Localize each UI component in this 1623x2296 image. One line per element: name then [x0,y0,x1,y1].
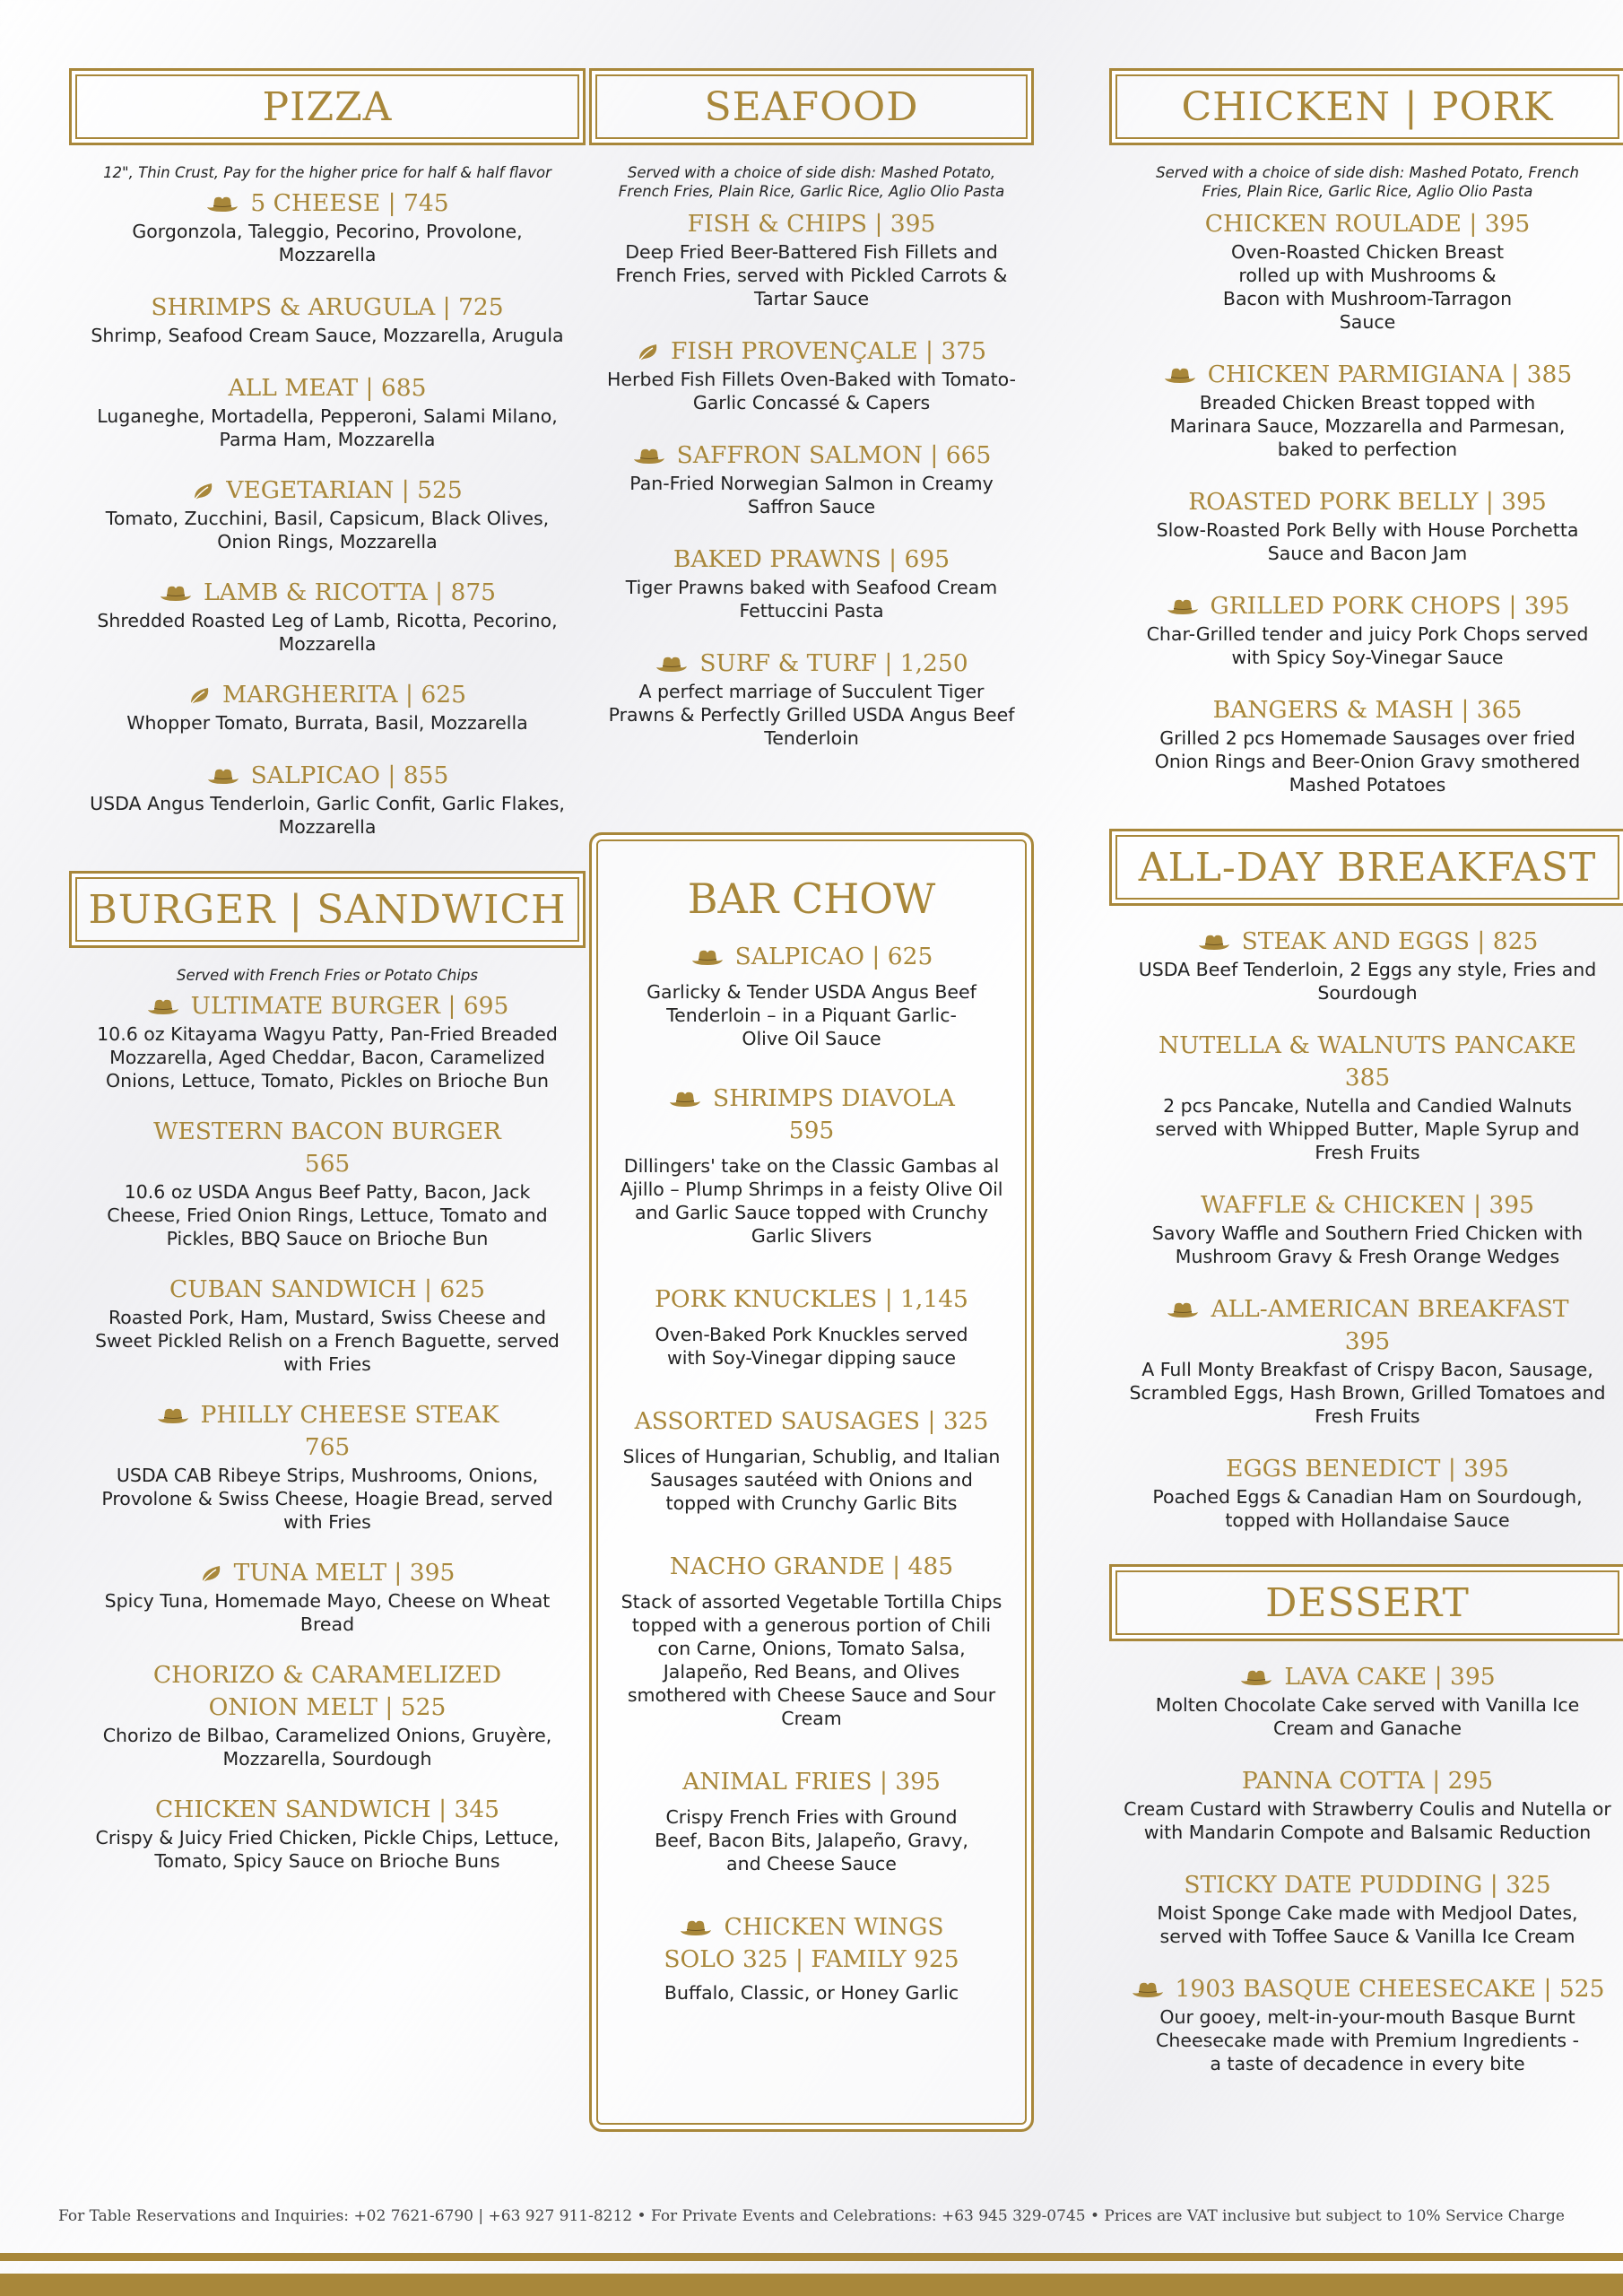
item-description: Herbed Fish Fillets Oven-Baked with Tomato-Garlic Concassé & Capers [607,369,1016,413]
item-description: A Full Monty Breakfast of Crispy Bacon, Sausage, Scrambled Eggs, Hash Brown, Grilled Tomatoes and Fresh Fruits [1129,1359,1606,1427]
fedora-hat-icon [679,1918,713,1938]
item-description: Breaded Chicken Breast topped with Marinara Sauce, Mozzarella and Parmesan, baked to perfection [1169,392,1566,460]
item-name: NUTELLA & WALNUTS PANCAKE [1158,1031,1576,1059]
pizza-note: 12", Thin Crust, Pay for the higher price for half & half flavor [103,164,551,181]
menu-item [1109,1973,1623,2075]
menu-item [69,1557,586,1636]
menu-item [589,648,1034,750]
item-name: PHILLY CHEESE STEAK [200,1401,499,1429]
section-title-bar-chow: BAR CHOW [687,874,936,923]
item-description: Stack of assorted Vegetable Tortilla Chips topped with a generous portion of Chili con Carne, Onions, Tomato Salsa, Jalapeño, Red Beans, and Olives smothered with Cheese Sauce and Sour Cream [621,1591,1002,1729]
item-description: Oven-Roasted Chicken Breast rolled up with Mushrooms & Bacon with Mushroom-Tarragon Sauce [1222,241,1513,333]
fedora-hat-icon [156,1406,190,1426]
fedora-hat-icon [1166,1300,1200,1320]
item-description: Shrimp, Seafood Cream Sauce, Mozzarella, Arugula [91,325,564,346]
item-name: WESTERN BACON BURGER [153,1118,501,1145]
item-description: Molten Chocolate Cake served with Vanilla Ice Cream and Ganache [1155,1694,1580,1739]
item-description: USDA Angus Tenderloin, Garlic Confit, Garlic Flakes, Mozzarella [90,793,565,838]
section-title-pizza: PIZZA [69,68,586,145]
menu-item [69,760,586,839]
footer-band [0,2274,1623,2296]
item-description: Char-Grilled tender and juicy Pork Chops served with Spicy Soy-Vinegar Sauce [1146,623,1589,668]
item-name: CHICKEN WINGS [724,1913,944,1941]
vegetarian-leaf-icon [192,482,215,501]
vegetarian-leaf-icon [200,1564,223,1584]
item-name: NACHO GRANDE | 485 [669,1552,954,1580]
footer-divider [0,2253,1623,2261]
item-description: Our gooey, melt-in-your-mouth Basque Burnt Cheesecake made with Premium Ingredients - a taste of decadence in every bite [1156,2006,1579,2074]
item-name: VEGETARIAN | 525 [226,476,463,504]
section-title-chicken-pork: CHICKEN | PORK [1109,68,1623,145]
menu-item [69,1116,586,1250]
item-description: Slices of Hungarian, Schublig, and Italian Sausages sautéed with Onions and topped with Crunchy Garlic Bits [622,1446,1001,1514]
item-name: BANGERS & MASH | 365 [1212,696,1523,724]
item-name: SHRIMPS & ARUGULA | 725 [151,293,504,321]
item-description: Dillingers' take on the Classic Gambas al Ajillo – Plump Shrimps in a feisty Olive Oil and Garlic Sauce topped with Crunchy Garlic Slivers [620,1155,1003,1247]
item-description: Whopper Tomato, Burrata, Basil, Mozzarella [126,712,528,734]
menu-item [592,941,1031,1050]
menu-item [592,1283,1031,1370]
item-name: SAFFRON SALMON | 665 [676,441,992,469]
fedora-hat-icon [632,447,666,466]
menu-item [1109,486,1623,565]
fedora-hat-icon [1197,933,1231,952]
item-description: Chorizo de Bilbao, Caramelized Onions, Gruyère, Mozzarella, Sourdough [102,1725,552,1770]
item-name: ALL MEAT | 685 [228,374,427,402]
vegetarian-leaf-icon [637,343,660,362]
item-name: WAFFLE & CHICKEN | 395 [1200,1191,1535,1219]
menu-item [69,1274,586,1376]
section-title-burger: BURGER | SANDWICH [69,871,586,948]
item-description: Garlicky & Tender USDA Angus Beef Tenderloin – in a Piquant Garlic-Olive Oil Sauce [647,981,976,1049]
item-name: 1903 BASQUE CHEESECAKE | 525 [1175,1975,1605,2003]
item-name: LAVA CAKE | 395 [1284,1663,1496,1691]
menu-item [1109,1661,1623,1740]
item-name: TUNA MELT | 395 [233,1559,456,1587]
menu-item [69,990,586,1092]
menu-item [69,1794,586,1873]
fedora-hat-icon [1239,1668,1273,1688]
menu-item [1109,926,1623,1004]
item-description: A perfect marriage of Succulent Tiger Prawns & Perfectly Grilled USDA Angus Beef Tenderloin [608,681,1015,749]
section-title-seafood: SEAFOOD [589,68,1034,145]
item-name: MARGHERITA | 625 [222,681,466,709]
item-description: USDA CAB Ribeye Strips, Mushrooms, Onions, Provolone & Swiss Cheese, Hoagie Bread, served with Fries [101,1465,553,1533]
item-name: FISH PROVENÇALE | 375 [671,337,986,365]
item-name: CHORIZO & CARAMELIZED [152,1661,502,1689]
menu-item [1109,1293,1623,1428]
menu-item [69,291,586,347]
menu-item [69,372,586,451]
menu-item [1109,1453,1623,1532]
item-description: 10.6 oz USDA Angus Beef Patty, Bacon, Jack Cheese, Fried Onion Rings, Lettuce, Tomato and Pickles, BBQ Sauce on Brioche Bun [107,1181,548,1249]
item-description: Shredded Roasted Leg of Lamb, Ricotta, Pecorino, Mozzarella [97,610,558,655]
fedora-hat-icon [1163,366,1197,386]
chicken-note: Served with a choice of side dish: Mashed Potato, French Fries, Plain Rice, Garlic Rice, Aglio Olio Pasta [1156,164,1579,200]
section-title-dessert: DESSERT [1109,1564,1623,1641]
menu-item [1109,1030,1623,1164]
column-right [1109,68,1623,2075]
section-title-breakfast: ALL-DAY BREAKFAST [1109,829,1623,906]
item-description: Pan-Fried Norwegian Salmon in Creamy Saffron Sauce [629,473,994,517]
menu-item [69,187,586,266]
item-description: Cream Custard with Strawberry Coulis and Nutella or with Mandarin Compote and Balsamic Reduction [1124,1798,1611,1843]
seafood-note: Served with a choice of side dish: Mashed Potato, French Fries, Plain Rice, Garlic Rice, Aglio Olio Pasta [618,164,1005,200]
burger-note: Served with French Fries or Potato Chips [177,967,478,984]
fedora-hat-icon [159,584,193,604]
item-price: 595 [788,1117,835,1144]
item-name: LAMB & RICOTTA | 875 [203,578,497,606]
item-name: STEAK AND EGGS | 825 [1241,927,1539,955]
bar-chow-panel [589,832,1034,2132]
item-description: Grilled 2 pcs Homemade Sausages over fried Onion Rings and Beer-Onion Gravy smothered Mashed Potatoes [1154,727,1581,796]
item-name: STICKY DATE PUDDING | 325 [1184,1871,1551,1899]
fedora-hat-icon [690,948,725,968]
item-description: Crispy French Fries with Ground Beef, Bacon Bits, Jalapeño, Gravy, and Cheese Sauce [655,1806,968,1874]
item-description: 2 pcs Pancake, Nutella and Candied Walnuts served with Whipped Butter, Maple Syrup and Fresh Fruits [1155,1095,1580,1163]
item-description: Roasted Pork, Ham, Mustard, Swiss Cheese and Sweet Pickled Relish on a French Baguette, served with Fries [95,1307,560,1375]
menu-item [1109,590,1623,669]
item-name: CHICKEN PARMIGIANA | 385 [1207,361,1573,388]
item-name: ASSORTED SAUSAGES | 325 [634,1407,989,1435]
menu-item [589,439,1034,518]
menu-item [589,544,1034,622]
item-description: 10.6 oz Kitayama Wagyu Patty, Pan-Fried Breaded Mozzarella, Aged Cheddar, Bacon, Caramelized Onions, Lettuce, Tomato, Pickles on Brioche Bun [97,1023,558,1091]
menu-item [1109,694,1623,796]
item-name: BAKED PRAWNS | 695 [673,545,950,573]
menu-item [1109,1189,1623,1268]
item-name: ROASTED PORK BELLY | 395 [1188,488,1547,516]
menu-item [592,1911,1031,2005]
menu-item [69,679,586,735]
menu-item [1109,1869,1623,1948]
item-description: Luganeghe, Mortadella, Pepperoni, Salami Milano, Parma Ham, Mozzarella [97,405,558,450]
item-name: ANIMAL FRIES | 395 [682,1768,941,1796]
menu-item [69,577,586,656]
item-name: CHICKEN ROULADE | 395 [1204,210,1531,238]
menu-item [1109,208,1623,334]
fedora-hat-icon [146,997,180,1017]
item-description: Tiger Prawns baked with Seafood Cream Fettuccini Pasta [625,577,998,622]
item-name: SHRIMPS DIAVOLA [713,1084,955,1112]
item-description: Oven-Baked Pork Knuckles served with Soy-Vinegar dipping sauce [655,1324,968,1369]
item-description: USDA Beef Tenderloin, 2 Eggs any style, Fries and Sourdough [1138,959,1597,1004]
item-description: Gorgonzola, Taleggio, Pecorino, Provolone, Mozzarella [132,221,523,265]
menu-item [69,1399,586,1534]
item-name: ALL-AMERICAN BREAKFAST [1211,1295,1569,1323]
menu-item [592,1551,1031,1730]
item-name: PANNA COTTA | 295 [1241,1767,1494,1795]
item-description: Poached Eggs & Canadian Ham on Sourdough, topped with Hollandaise Sauce [1152,1486,1583,1531]
item-description: Deep Fried Beer-Battered Fish Fillets and French Fries, served with Pickled Carrots & Tartar Sauce [615,241,1008,309]
menu-item [589,208,1034,310]
menu-item [589,335,1034,414]
fedora-hat-icon [1131,1980,1165,2000]
column-left [69,68,586,1873]
item-description: Crispy & Juicy Fried Chicken, Pickle Chips, Lettuce, Tomato, Spicy Sauce on Brioche Buns [95,1827,560,1872]
menu-item [1109,359,1623,461]
menu-item [1109,1765,1623,1844]
menu-item [69,1659,586,1770]
menu-item [69,474,586,553]
vegetarian-leaf-icon [188,686,212,706]
item-name: ULTIMATE BURGER | 695 [190,992,509,1020]
column-middle [589,68,1034,750]
item-description: Slow-Roasted Pork Belly with House Porchetta Sauce and Bacon Jam [1156,519,1579,564]
menu-item [592,1766,1031,1875]
fedora-hat-icon [655,655,689,674]
item-description: Buffalo, Classic, or Honey Garlic [664,1982,959,2004]
item-price: 385 [1344,1064,1391,1091]
item-name: CHICKEN SANDWICH | 345 [154,1796,500,1823]
item-description: Savory Waffle and Southern Fried Chicken with Mushroom Gravy & Fresh Orange Wedges [1151,1222,1584,1267]
item-name: FISH & CHIPS | 395 [687,210,936,238]
item-price: ONION MELT | 525 [208,1693,447,1721]
item-description: Spicy Tuna, Homemade Mayo, Cheese on Wheat Bread [104,1590,551,1635]
fedora-hat-icon [1166,597,1200,617]
menu-item [592,1083,1031,1248]
item-name: SURF & TURF | 1,250 [699,649,968,677]
item-price: 565 [304,1150,351,1178]
item-name: SALPICAO | 855 [250,761,449,789]
item-description: Tomato, Zucchini, Basil, Capsicum, Black Olives, Onion Rings, Mozzarella [105,508,550,552]
item-name: SALPICAO | 625 [734,943,933,970]
fedora-hat-icon [668,1090,702,1109]
item-name: CUBAN SANDWICH | 625 [169,1275,485,1303]
item-price: 395 [1344,1327,1391,1355]
fedora-hat-icon [205,195,239,214]
footer-contact-info: For Table Reservations and Inquiries: +02 7621-6790 | +63 927 911-8212 • For Private Events and Celebrations: +63 945 329-0745 • Prices are VAT inclusive but subject to 10% Service Charge [58,2207,1565,2225]
item-price: 765 [304,1433,351,1461]
item-name: EGGS BENEDICT | 395 [1226,1455,1509,1483]
menu-item [592,1405,1031,1515]
item-name: PORK KNUCKLES | 1,145 [655,1285,968,1313]
item-name: GRILLED PORK CHOPS | 395 [1210,592,1570,620]
item-price: SOLO 325 | FAMILY 925 [664,1945,959,1973]
item-description: Moist Sponge Cake made with Medjool Dates, served with Toffee Sauce & Vanilla Ice Cream [1157,1902,1578,1947]
fedora-hat-icon [206,767,240,787]
item-name: 5 CHEESE | 745 [250,189,449,217]
